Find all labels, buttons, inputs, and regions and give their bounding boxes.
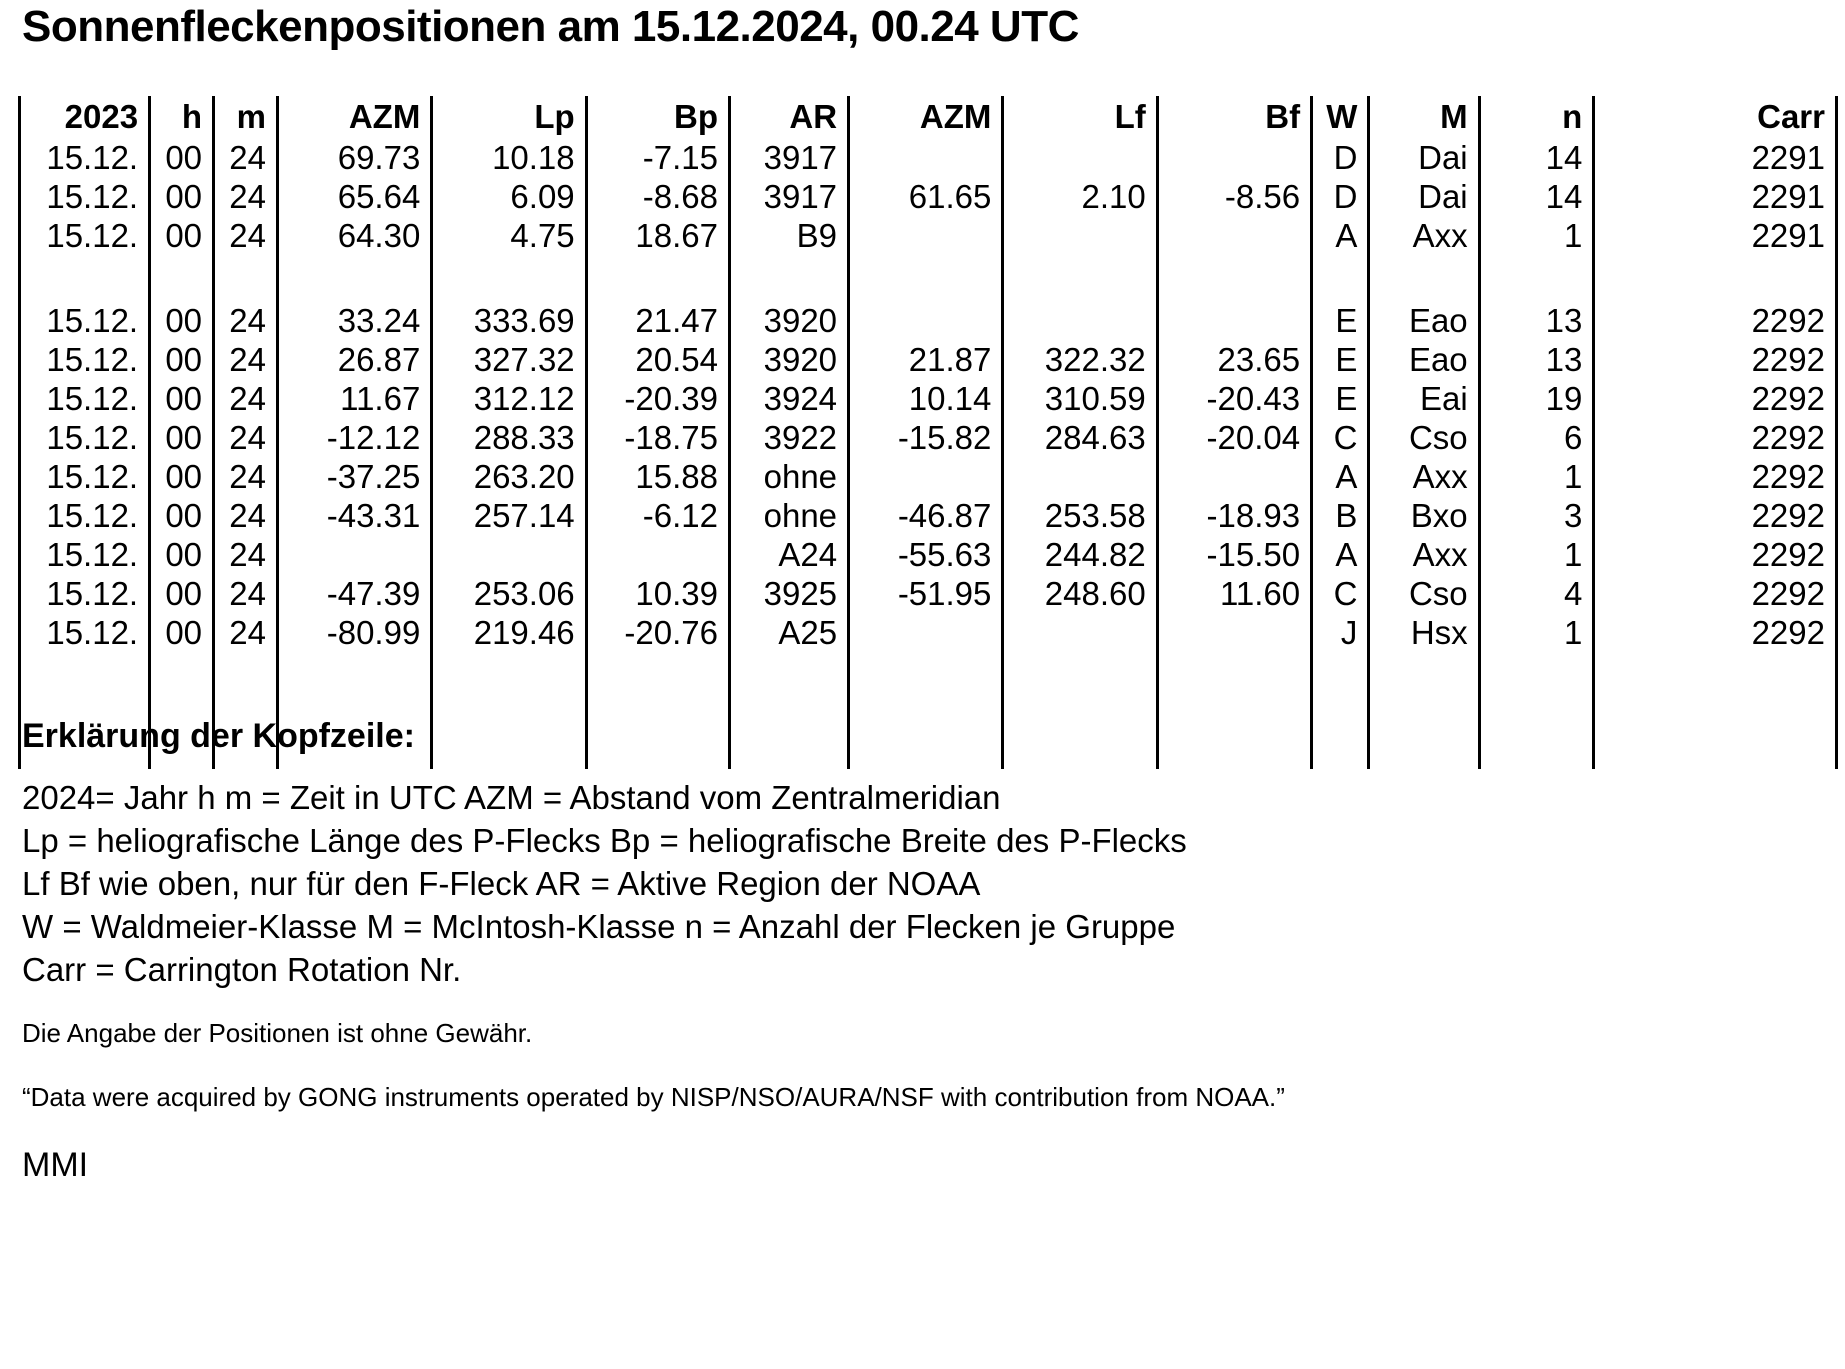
legend-line-2: Lp = heliografische Länge des P-Flecks Bp = heliografische Breite des P-Flecks bbox=[22, 822, 1187, 859]
cell-lf bbox=[1003, 457, 1157, 496]
cell-lp: 312.12 bbox=[432, 379, 586, 418]
cell-carrington: 2291 bbox=[1594, 216, 1837, 255]
cell-azm-f: -15.82 bbox=[849, 418, 1003, 457]
cell-bp: -8.68 bbox=[586, 177, 729, 216]
cell-bf bbox=[1157, 216, 1311, 255]
cell-azm-f: -55.63 bbox=[849, 535, 1003, 574]
legend-line-3: Lf Bf wie oben, nur für den F-Fleck AR = Aktive Region der NOAA bbox=[22, 865, 981, 902]
table-row bbox=[20, 301, 1837, 340]
cell-lp: 253.06 bbox=[432, 574, 586, 613]
cell-count: 13 bbox=[1479, 301, 1594, 340]
column-header-lf: Lf bbox=[1003, 96, 1157, 138]
cell-date: 15.12. bbox=[20, 535, 150, 574]
cell-mcintosh: Bxo bbox=[1369, 496, 1479, 535]
cell-carrington: 2292 bbox=[1594, 301, 1837, 340]
cell-azm-p: 33.24 bbox=[277, 301, 431, 340]
cell-carrington: 2292 bbox=[1594, 574, 1837, 613]
cell-waldmeier: J bbox=[1312, 613, 1369, 652]
cell-ar: B9 bbox=[729, 216, 848, 255]
cell-empty bbox=[729, 652, 848, 691]
cell-ar: A24 bbox=[729, 535, 848, 574]
cell-minute: 24 bbox=[214, 177, 278, 216]
legend-lines bbox=[22, 776, 1722, 991]
cell-minute: 24 bbox=[214, 613, 278, 652]
cell-empty bbox=[277, 652, 431, 691]
cell-empty bbox=[1479, 652, 1594, 691]
cell-carrington: 2292 bbox=[1594, 418, 1837, 457]
cell-bf: 11.60 bbox=[1157, 574, 1311, 613]
cell-hour: 00 bbox=[150, 496, 214, 535]
cell-ar: A25 bbox=[729, 613, 848, 652]
cell-hour: 00 bbox=[150, 613, 214, 652]
cell-count: 1 bbox=[1479, 216, 1594, 255]
cell-empty bbox=[150, 255, 214, 301]
cell-count: 1 bbox=[1479, 457, 1594, 496]
cell-date: 15.12. bbox=[20, 379, 150, 418]
table-row bbox=[20, 379, 1837, 418]
cell-carrington: 2292 bbox=[1594, 496, 1837, 535]
cell-ar: 3917 bbox=[729, 177, 848, 216]
column-header-lp: Lp bbox=[432, 96, 586, 138]
cell-waldmeier: D bbox=[1312, 177, 1369, 216]
legend-line-4: W = Waldmeier-Klasse M = McIntosh-Klasse n = Anzahl der Flecken je Gruppe bbox=[22, 908, 1176, 945]
cell-empty bbox=[1157, 255, 1311, 301]
cell-hour: 00 bbox=[150, 177, 214, 216]
cell-count: 19 bbox=[1479, 379, 1594, 418]
cell-waldmeier: A bbox=[1312, 535, 1369, 574]
table-row bbox=[20, 496, 1837, 535]
cell-carrington: 2292 bbox=[1594, 340, 1837, 379]
table-row bbox=[20, 177, 1837, 216]
cell-bf: -8.56 bbox=[1157, 177, 1311, 216]
cell-mcintosh: Cso bbox=[1369, 574, 1479, 613]
cell-mcintosh: Axx bbox=[1369, 535, 1479, 574]
data-credit-note: “Data were acquired by GONG instruments operated by NISP/NSO/AURA/NSF with contribution from NOAA.” bbox=[22, 1082, 1285, 1112]
column-header-azm-p: AZM bbox=[277, 96, 431, 138]
cell-lf: 284.63 bbox=[1003, 418, 1157, 457]
column-header-bp: Bp bbox=[586, 96, 729, 138]
cell-azm-f bbox=[849, 301, 1003, 340]
cell-carrington: 2291 bbox=[1594, 177, 1837, 216]
table-group-spacer bbox=[20, 255, 1837, 301]
cell-minute: 24 bbox=[214, 535, 278, 574]
cell-empty bbox=[20, 255, 150, 301]
cell-waldmeier: E bbox=[1312, 301, 1369, 340]
table-row bbox=[20, 216, 1837, 255]
cell-empty bbox=[214, 652, 278, 691]
cell-bp: -18.75 bbox=[586, 418, 729, 457]
cell-azm-p: 69.73 bbox=[277, 138, 431, 177]
cell-mcintosh: Dai bbox=[1369, 138, 1479, 177]
cell-hour: 00 bbox=[150, 301, 214, 340]
cell-empty bbox=[1479, 255, 1594, 301]
cell-bf bbox=[1157, 138, 1311, 177]
cell-date: 15.12. bbox=[20, 613, 150, 652]
cell-empty bbox=[20, 652, 150, 691]
cell-bp: -6.12 bbox=[586, 496, 729, 535]
cell-ar: ohne bbox=[729, 457, 848, 496]
cell-lf: 244.82 bbox=[1003, 535, 1157, 574]
column-header-count: n bbox=[1479, 96, 1594, 138]
cell-mcintosh: Axx bbox=[1369, 216, 1479, 255]
cell-waldmeier: C bbox=[1312, 574, 1369, 613]
cell-mcintosh: Axx bbox=[1369, 457, 1479, 496]
cell-empty bbox=[1369, 652, 1479, 691]
cell-empty bbox=[214, 255, 278, 301]
cell-bf: -20.43 bbox=[1157, 379, 1311, 418]
cell-hour: 00 bbox=[150, 138, 214, 177]
cell-lp: 219.46 bbox=[432, 613, 586, 652]
cell-minute: 24 bbox=[214, 457, 278, 496]
legend-line-5: Carr = Carrington Rotation Nr. bbox=[22, 951, 462, 988]
cell-date: 15.12. bbox=[20, 496, 150, 535]
cell-count: 6 bbox=[1479, 418, 1594, 457]
cell-azm-p: 65.64 bbox=[277, 177, 431, 216]
cell-lp: 263.20 bbox=[432, 457, 586, 496]
cell-waldmeier: E bbox=[1312, 379, 1369, 418]
cell-lp: 4.75 bbox=[432, 216, 586, 255]
cell-date: 15.12. bbox=[20, 457, 150, 496]
cell-waldmeier: D bbox=[1312, 138, 1369, 177]
cell-bp bbox=[586, 535, 729, 574]
cell-waldmeier: B bbox=[1312, 496, 1369, 535]
table-row bbox=[20, 574, 1837, 613]
cell-lp: 288.33 bbox=[432, 418, 586, 457]
disclaimer-note: Die Angabe der Positionen ist ohne Gewähr. bbox=[22, 1018, 533, 1048]
cell-lf bbox=[1003, 301, 1157, 340]
cell-carrington: 2292 bbox=[1594, 613, 1837, 652]
cell-count: 14 bbox=[1479, 177, 1594, 216]
cell-minute: 24 bbox=[214, 216, 278, 255]
column-header-bf: Bf bbox=[1157, 96, 1311, 138]
cell-azm-p: 64.30 bbox=[277, 216, 431, 255]
column-header-carrington: Carr bbox=[1594, 96, 1837, 138]
column-header-waldmeier: W bbox=[1312, 96, 1369, 138]
cell-count: 13 bbox=[1479, 340, 1594, 379]
table-header bbox=[20, 96, 1837, 138]
table-row bbox=[20, 613, 1837, 652]
cell-azm-p: -80.99 bbox=[277, 613, 431, 652]
cell-hour: 00 bbox=[150, 535, 214, 574]
cell-empty bbox=[849, 255, 1003, 301]
cell-bp: -20.39 bbox=[586, 379, 729, 418]
table-row bbox=[20, 457, 1837, 496]
cell-bp: 21.47 bbox=[586, 301, 729, 340]
table-row bbox=[20, 418, 1837, 457]
cell-bp: 15.88 bbox=[586, 457, 729, 496]
cell-hour: 00 bbox=[150, 457, 214, 496]
cell-empty bbox=[1369, 255, 1479, 301]
cell-bp: 10.39 bbox=[586, 574, 729, 613]
cell-waldmeier: E bbox=[1312, 340, 1369, 379]
cell-bp: -7.15 bbox=[586, 138, 729, 177]
cell-bp: 20.54 bbox=[586, 340, 729, 379]
table-body bbox=[20, 138, 1837, 769]
cell-lf: 248.60 bbox=[1003, 574, 1157, 613]
cell-lp: 10.18 bbox=[432, 138, 586, 177]
cell-mcintosh: Hsx bbox=[1369, 613, 1479, 652]
cell-count: 1 bbox=[1479, 535, 1594, 574]
cell-minute: 24 bbox=[214, 418, 278, 457]
cell-azm-f bbox=[849, 216, 1003, 255]
cell-empty bbox=[432, 652, 586, 691]
cell-date: 15.12. bbox=[20, 138, 150, 177]
column-header-hour: h bbox=[150, 96, 214, 138]
legend-title: Erklärung der Kopfzeile: bbox=[22, 717, 415, 755]
cell-empty bbox=[849, 652, 1003, 691]
cell-empty bbox=[1594, 255, 1837, 301]
cell-azm-p: -37.25 bbox=[277, 457, 431, 496]
cell-lp: 257.14 bbox=[432, 496, 586, 535]
cell-ar: 3920 bbox=[729, 301, 848, 340]
sunspot-positions-table bbox=[18, 96, 1838, 769]
cell-azm-f bbox=[849, 613, 1003, 652]
cell-mcintosh: Eao bbox=[1369, 301, 1479, 340]
cell-azm-f bbox=[849, 138, 1003, 177]
cell-minute: 24 bbox=[214, 574, 278, 613]
cell-empty bbox=[1003, 255, 1157, 301]
cell-count: 14 bbox=[1479, 138, 1594, 177]
cell-bf: -20.04 bbox=[1157, 418, 1311, 457]
legend-line-1: 2024= Jahr h m = Zeit in UTC AZM = Abstand vom Zentralmeridian bbox=[22, 779, 1001, 816]
cell-waldmeier: A bbox=[1312, 457, 1369, 496]
cell-minute: 24 bbox=[214, 340, 278, 379]
cell-minute: 24 bbox=[214, 138, 278, 177]
cell-ar: 3922 bbox=[729, 418, 848, 457]
column-header-mcintosh: M bbox=[1369, 96, 1479, 138]
cell-date: 15.12. bbox=[20, 216, 150, 255]
cell-empty bbox=[1312, 652, 1369, 691]
cell-azm-f: 61.65 bbox=[849, 177, 1003, 216]
cell-minute: 24 bbox=[214, 301, 278, 340]
cell-ar: 3917 bbox=[729, 138, 848, 177]
legend-section bbox=[22, 714, 1722, 1187]
cell-azm-p: 26.87 bbox=[277, 340, 431, 379]
cell-azm-f bbox=[849, 457, 1003, 496]
cell-bf: 23.65 bbox=[1157, 340, 1311, 379]
cell-lf: 253.58 bbox=[1003, 496, 1157, 535]
table-row bbox=[20, 138, 1837, 177]
cell-azm-p: -47.39 bbox=[277, 574, 431, 613]
cell-azm-p bbox=[277, 535, 431, 574]
cell-mcintosh: Dai bbox=[1369, 177, 1479, 216]
cell-empty bbox=[432, 255, 586, 301]
cell-azm-p: -12.12 bbox=[277, 418, 431, 457]
cell-mcintosh: Eao bbox=[1369, 340, 1479, 379]
cell-date: 15.12. bbox=[20, 418, 150, 457]
cell-lf bbox=[1003, 613, 1157, 652]
cell-empty bbox=[1003, 652, 1157, 691]
cell-hour: 00 bbox=[150, 216, 214, 255]
cell-empty bbox=[277, 255, 431, 301]
cell-minute: 24 bbox=[214, 496, 278, 535]
cell-date: 15.12. bbox=[20, 301, 150, 340]
cell-azm-p: -43.31 bbox=[277, 496, 431, 535]
cell-bf: -18.93 bbox=[1157, 496, 1311, 535]
cell-bf bbox=[1157, 613, 1311, 652]
cell-waldmeier: C bbox=[1312, 418, 1369, 457]
cell-waldmeier: A bbox=[1312, 216, 1369, 255]
cell-bf: -15.50 bbox=[1157, 535, 1311, 574]
column-header-ar: AR bbox=[729, 96, 848, 138]
cell-mcintosh: Eai bbox=[1369, 379, 1479, 418]
cell-carrington: 2292 bbox=[1594, 379, 1837, 418]
cell-empty bbox=[150, 652, 214, 691]
cell-minute: 24 bbox=[214, 379, 278, 418]
cell-empty bbox=[729, 255, 848, 301]
cell-lp: 6.09 bbox=[432, 177, 586, 216]
cell-carrington: 2292 bbox=[1594, 457, 1837, 496]
cell-azm-f: -46.87 bbox=[849, 496, 1003, 535]
cell-hour: 00 bbox=[150, 379, 214, 418]
page-title: Sonnenfleckenpositionen am 15.12.2024, 00.24 UTC bbox=[22, 2, 1079, 51]
cell-date: 15.12. bbox=[20, 574, 150, 613]
cell-lf bbox=[1003, 138, 1157, 177]
table-filler-row bbox=[20, 652, 1837, 691]
cell-empty bbox=[586, 652, 729, 691]
author-signature: MMI bbox=[22, 1146, 89, 1184]
column-header-azm-f: AZM bbox=[849, 96, 1003, 138]
cell-lf bbox=[1003, 216, 1157, 255]
cell-lp bbox=[432, 535, 586, 574]
cell-lf: 310.59 bbox=[1003, 379, 1157, 418]
column-header-date: 2023 bbox=[20, 96, 150, 138]
cell-empty bbox=[1594, 652, 1837, 691]
cell-empty bbox=[1312, 255, 1369, 301]
cell-bp: 18.67 bbox=[586, 216, 729, 255]
cell-lp: 333.69 bbox=[432, 301, 586, 340]
cell-azm-f: 21.87 bbox=[849, 340, 1003, 379]
cell-ar: 3924 bbox=[729, 379, 848, 418]
cell-bf bbox=[1157, 457, 1311, 496]
sunspot-table-container bbox=[0, 96, 1845, 769]
cell-bp: -20.76 bbox=[586, 613, 729, 652]
cell-count: 1 bbox=[1479, 613, 1594, 652]
cell-carrington: 2292 bbox=[1594, 535, 1837, 574]
cell-lp: 327.32 bbox=[432, 340, 586, 379]
cell-carrington: 2291 bbox=[1594, 138, 1837, 177]
cell-ar: 3925 bbox=[729, 574, 848, 613]
cell-count: 4 bbox=[1479, 574, 1594, 613]
table-header-row bbox=[20, 96, 1837, 138]
cell-azm-f: 10.14 bbox=[849, 379, 1003, 418]
cell-date: 15.12. bbox=[20, 340, 150, 379]
cell-azm-p: 11.67 bbox=[277, 379, 431, 418]
table-row bbox=[20, 535, 1837, 574]
column-header-minute: m bbox=[214, 96, 278, 138]
cell-ar: 3920 bbox=[729, 340, 848, 379]
cell-hour: 00 bbox=[150, 574, 214, 613]
cell-lf: 322.32 bbox=[1003, 340, 1157, 379]
cell-empty bbox=[1157, 652, 1311, 691]
cell-azm-f: -51.95 bbox=[849, 574, 1003, 613]
cell-hour: 00 bbox=[150, 418, 214, 457]
cell-lf: 2.10 bbox=[1003, 177, 1157, 216]
cell-count: 3 bbox=[1479, 496, 1594, 535]
cell-hour: 00 bbox=[150, 340, 214, 379]
cell-mcintosh: Cso bbox=[1369, 418, 1479, 457]
cell-ar: ohne bbox=[729, 496, 848, 535]
table-row bbox=[20, 340, 1837, 379]
cell-date: 15.12. bbox=[20, 177, 150, 216]
cell-bf bbox=[1157, 301, 1311, 340]
cell-empty bbox=[586, 255, 729, 301]
